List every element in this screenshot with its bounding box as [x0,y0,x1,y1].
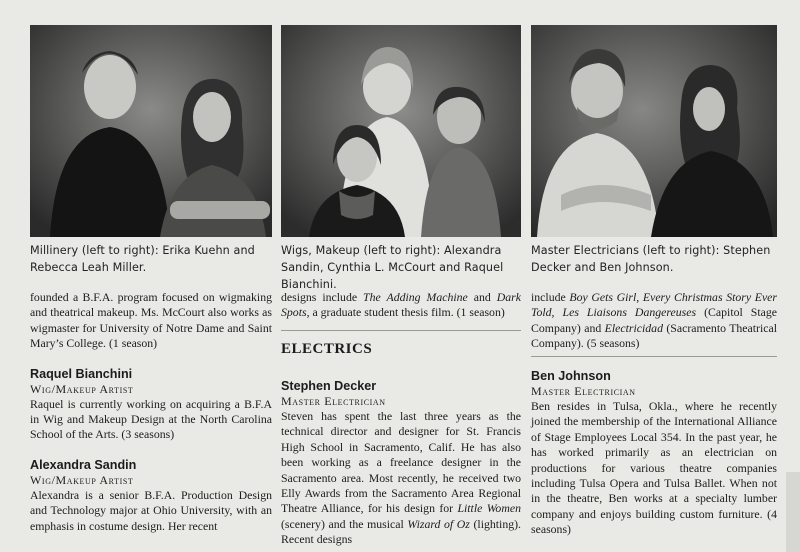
person-name-stephen: Stephen Decker [281,379,377,393]
section-divider [531,356,777,357]
person-name-raquel: Raquel Bianchini [30,366,133,381]
person-bio-ben: Ben resides in Tulsa, Okla., where he recently joined the membership of the International Alliance of Stage Employees Local 354. In the past year, he has worked primarily as an electrician on productions for various theatre companies including Tulsa Opera and Tulsa Ballet. When not in the theatre, Ben works at a specialty lumber company and enjoys building custom furniture. (4 seasons) [531,399,777,537]
person-role-alexandra: Wig/Makeup Artist [30,472,134,487]
person-role-stephen: Master Electrician [281,394,386,408]
photo-millinery [30,25,272,237]
column-2-text [281,290,521,321]
continued-paragraph: designs include The Adding Machine and Dark Spots, a graduate student thesis film. (1 season) [281,290,522,320]
photo-caption-wigs-makeup: Wigs, Makeup (left to right): Alexandra Sandin, Cynthia L. McCourt and Raquel Bianchini. [281,244,504,291]
photo-caption-millinery: Millinery (left to right): Erika Kuehn and Rebecca Leah Miller. [30,244,255,274]
person-role-ben: Master Electrician [531,384,636,398]
column-3-text [531,290,777,352]
electrics-section [281,340,521,548]
person-bio-alexandra: Alexandra is a senior B.F.A. Production Design and Technology major at Ohio University, with an emphasis in costume design. Her recent [30,487,272,533]
person-bio-raquel: Raquel is currently working on acquiring a B.F.A in Wig and Makeup Design at the North Carolina School of the Arts. (3 seasons) [30,396,272,442]
photo-wigs-makeup [281,25,521,237]
section-divider [281,330,521,331]
person-name-ben: Ben Johnson [531,369,611,383]
ben-johnson-entry [531,368,777,538]
person-name-alexandra: Alexandra Sandin [30,457,137,472]
column-1-text [30,290,272,534]
page-edge-shadow [786,472,800,552]
person-bio-stephen: Steven has spent the last three years as the technical director and designer for St. Francis High School in Sacramento, Calif. He has also been working as a freelance designer in the Sacramento area. Most recently, he received two Elly Awards from the Sacramento Area Regional Theatre Alliance, for his design for Little Women (scenery) and the musical Wizard of Oz (lighting). Recent designs [281,409,521,547]
photo-master-electricians [531,25,777,237]
section-heading-electrics: ELECTRICS [281,341,373,357]
continued-paragraph: founded a B.F.A. program focused on wigmaking and theatrical makeup. Ms. McCourt also works as wigmaster for University of Notre Dame and Saint Mary’s College. (1 season) [30,290,272,351]
person-role-raquel: Wig/Makeup Artist [30,381,134,396]
photo-caption-master-electricians: Master Electricians (left to right): Stephen Decker and Ben Johnson. [531,244,771,274]
continued-paragraph: include Boy Gets Girl, Every Christmas Story Ever Told, Les Liaisons Dangereuses (Capitol Stage Company) and Electricidad (Sacramento Theatrical Company). (5 seasons) [531,290,778,351]
